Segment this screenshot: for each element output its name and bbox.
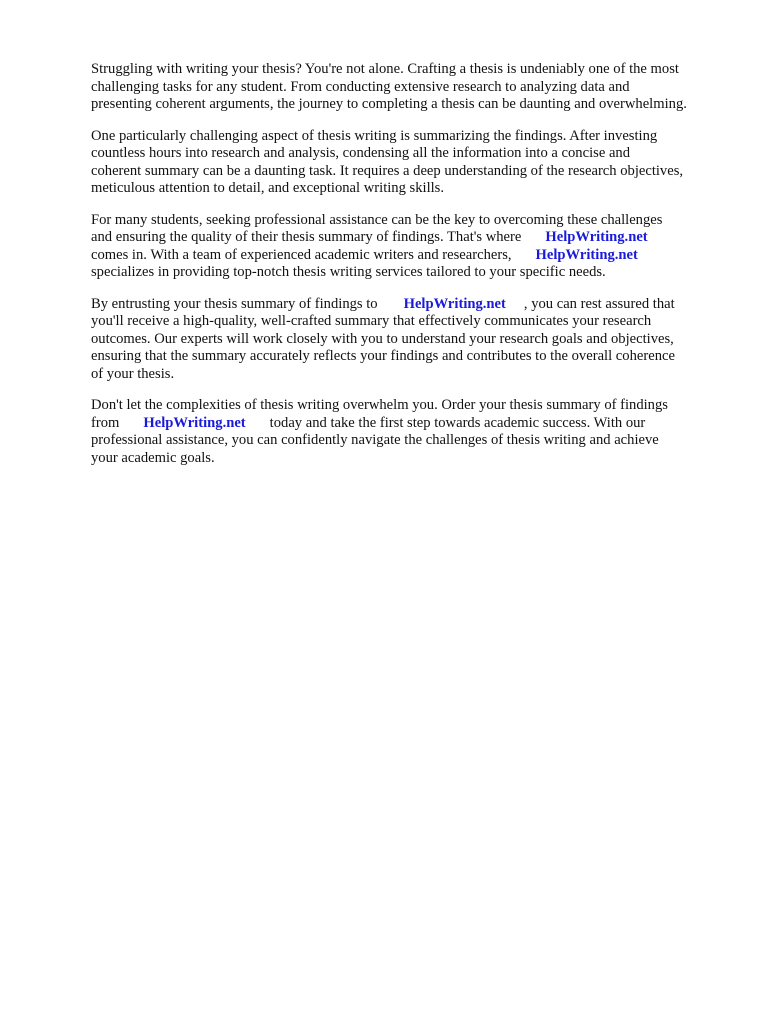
text-line: you'll receive a high-quality, well-crafted summary that effectively communicates your research — [91, 313, 652, 329]
paragraph-entrust — [91, 296, 731, 384]
text-line: challenging tasks for any student. From conducting extensive research to analyzing data and — [91, 78, 630, 95]
text-line: ensuring that the summary accurately reflects your findings and contributes to the overall coherence — [91, 348, 675, 364]
text-line: specializes in providing top-notch thesis writing services tailored to your specific needs. — [91, 264, 606, 280]
text-line: of your thesis. — [91, 365, 175, 382]
text-line — [91, 229, 731, 247]
text-segment: comes in. With a team of experienced academic writers and researchers, — [91, 246, 512, 263]
text-line: Don't let the complexities of thesis writing overwhelm you. Order your thesis summary of findings — [91, 397, 668, 413]
text-line: your academic goals. — [91, 449, 215, 466]
text-segment: today and take the first step towards academic success. With our — [269, 414, 646, 431]
text-line: coherent summary can be a daunting task. It requires a deep understanding of the research objectives, — [91, 162, 684, 179]
paragraph-closing — [91, 397, 731, 467]
text-line — [91, 296, 731, 314]
helpwriting-link[interactable]: HelpWriting.net — [143, 414, 246, 431]
text-line: Struggling with writing your thesis? You're not alone. Crafting a thesis is undeniably one of the most — [91, 61, 679, 77]
text-segment: , you can rest assured that — [523, 295, 675, 312]
helpwriting-link[interactable]: HelpWriting.net — [403, 295, 506, 312]
text-line — [91, 247, 731, 265]
text-line: presenting coherent arguments, the journey to completing a thesis can be daunting and overwhelming. — [91, 96, 687, 112]
paragraph-assistance — [91, 212, 731, 282]
text-line: outcomes. Our experts will work closely with you to understand your research goals and objectives, — [91, 330, 674, 347]
helpwriting-link[interactable]: HelpWriting.net — [545, 229, 648, 245]
text-segment: By entrusting your thesis summary of findings to — [91, 295, 378, 312]
document-body — [91, 61, 731, 481]
text-line: professional assistance, you can confidently navigate the challenges of thesis writing and achieve — [91, 432, 659, 448]
text-line: One particularly challenging aspect of thesis writing is summarizing the findings. After investing — [91, 127, 658, 144]
text-line: For many students, seeking professional assistance can be the key to overcoming these challenges — [91, 211, 663, 228]
paragraph-challenge — [91, 128, 731, 198]
text-segment: and ensuring the quality of their thesis summary of findings. That's where — [91, 229, 522, 245]
text-segment: from — [91, 414, 120, 431]
text-line — [91, 415, 731, 433]
text-line: countless hours into research and analysis, condensing all the information into a concise and — [91, 145, 631, 161]
text-line: meticulous attention to detail, and exceptional writing skills. — [91, 180, 445, 196]
helpwriting-link[interactable]: HelpWriting.net — [535, 246, 638, 263]
paragraph-intro — [91, 61, 731, 114]
